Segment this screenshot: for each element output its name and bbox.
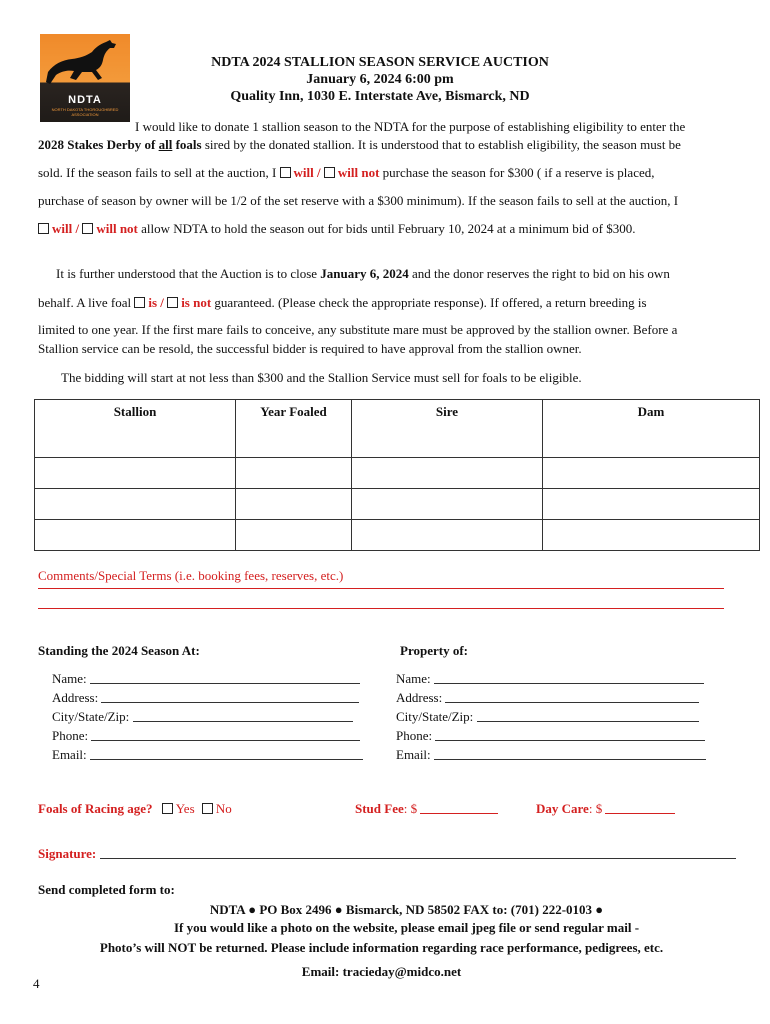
table-row <box>35 458 760 489</box>
property-name-field[interactable] <box>434 672 704 684</box>
para1-line4: purchase of season by owner will be 1/2 of the set reserve with a $300 minimum). If the season fails to sell at the auction, I <box>38 193 679 208</box>
stallion-table <box>34 399 760 551</box>
contact-email[interactable]: Email: tracieday@midco.net <box>301 964 462 979</box>
year-foaled-cell[interactable] <box>236 458 352 489</box>
signature-row: Signature: <box>38 846 736 862</box>
col-header-dam: Dam <box>543 400 760 458</box>
logo-subtitle: NORTH DAKOTA THOROUGHBRED ASSOCIATION <box>51 107 119 117</box>
standing-name-field[interactable] <box>90 672 360 684</box>
para1-line2: 2028 Stakes Derby of all foals sired by the donated stallion. It is understood that to establish eligibility, the season must be <box>38 137 681 152</box>
sire-cell[interactable] <box>352 458 543 489</box>
page-number: 4 <box>33 976 40 991</box>
foals-yes-checkbox[interactable] <box>162 803 173 814</box>
standing-email-field[interactable] <box>90 748 363 760</box>
dam-cell[interactable] <box>543 458 760 489</box>
comments-line-2[interactable] <box>38 608 724 609</box>
day-care: Day Care: $ <box>536 801 675 817</box>
sire-cell[interactable] <box>352 520 543 551</box>
table-row <box>35 520 760 551</box>
property-email-field[interactable] <box>434 748 706 760</box>
standing-phone-field[interactable] <box>91 729 360 741</box>
property-title: Property of: <box>400 643 468 658</box>
foal-is-not-guaranteed-checkbox[interactable] <box>167 297 178 308</box>
comments-label: Comments/Special Terms (i.e. booking fees, reserves, etc.) <box>38 568 344 583</box>
auction-date: January 6, 2024 6:00 pm <box>306 72 454 87</box>
dam-cell[interactable] <box>543 520 760 551</box>
ndta-logo <box>40 34 130 122</box>
year-foaled-cell[interactable] <box>236 520 352 551</box>
para2-line2: behalf. A live foal is / is not guaranteed. (Please check the appropriate response). If offered, a return breeding is <box>38 295 647 310</box>
stud-fee-field[interactable] <box>420 802 498 814</box>
property-fields: Name: Address: City/State/Zip: Phone: Email: <box>396 671 706 766</box>
year-foaled-cell[interactable] <box>236 489 352 520</box>
auction-venue: Quality Inn, 1030 E. Interstate Ave, Bismarck, ND <box>230 89 530 104</box>
stud-fee: Stud Fee: $ <box>355 801 498 817</box>
stallion-cell[interactable] <box>35 458 236 489</box>
para1-line1: I would like to donate 1 stallion season to the NDTA for the purpose of establishing eligibility to enter the <box>135 119 686 134</box>
property-address-field[interactable] <box>445 691 699 703</box>
col-header-stallion: Stallion <box>35 400 236 458</box>
table-row <box>35 489 760 520</box>
standing-title: Standing the 2024 Season At: <box>38 643 200 658</box>
para1-line3: sold. If the season fails to sell at the auction, I will / will not purchase the season for $300 ( if a reserve is placed, <box>38 165 655 180</box>
form-title: NDTA 2024 STALLION SEASON SERVICE AUCTION <box>211 55 549 70</box>
para2-line1: It is further understood that the Auction is to close January 6, 2024 and the donor reserves the right to bid on his own <box>56 266 670 281</box>
will-not-allow-checkbox[interactable] <box>82 223 93 234</box>
para2-line3: limited to one year. If the first mare fails to conceive, any substitute mare must be approved by the stallion owner. Before a <box>38 322 678 337</box>
dam-cell[interactable] <box>543 489 760 520</box>
stallion-cell[interactable] <box>35 489 236 520</box>
photo-instructions-1: If you would like a photo on the website, please email jpeg file or send regular mail - <box>173 920 640 935</box>
standing-address-field[interactable] <box>101 691 359 703</box>
foals-no-checkbox[interactable] <box>202 803 213 814</box>
send-title: Send completed form to: <box>38 882 175 897</box>
logo-text: NDTA <box>68 94 102 106</box>
stallion-cell[interactable] <box>35 520 236 551</box>
standing-city-field[interactable] <box>133 710 353 722</box>
foal-is-guaranteed-checkbox[interactable] <box>134 297 145 308</box>
day-care-field[interactable] <box>605 802 675 814</box>
will-not-purchase-checkbox[interactable] <box>324 167 335 178</box>
sire-cell[interactable] <box>352 489 543 520</box>
para1-line5: will / will not allow NDTA to hold the season out for bids until February 10, 2024 at a minimum bid of $300. <box>38 221 636 237</box>
photo-instructions-2: Photo’s will NOT be returned. Please include information regarding race performance, pedigrees, etc. <box>99 940 664 955</box>
col-header-year-foaled: Year Foaled <box>236 400 352 458</box>
running-horse-icon <box>40 34 130 94</box>
will-purchase-checkbox[interactable] <box>280 167 291 178</box>
foals-racing-age: Foals of Racing age? Yes No <box>38 801 232 816</box>
property-city-field[interactable] <box>477 710 699 722</box>
signature-field[interactable] <box>100 847 736 859</box>
standing-fields: Name: Address: City/State/Zip: Phone: Email: <box>52 671 363 766</box>
col-header-sire: Sire <box>352 400 543 458</box>
mailing-address: NDTA ● PO Box 2496 ● Bismarck, ND 58502 FAX to: (701) 222-0103 ● <box>209 902 604 917</box>
para2-line4: Stallion service can be resold, the successful bidder is required to have approval from the stallion owner. <box>38 341 582 356</box>
para2-line5: The bidding will start at not less than $300 and the Stallion Service must sell for foals to be eligible. <box>61 370 582 385</box>
property-phone-field[interactable] <box>435 729 705 741</box>
will-allow-checkbox[interactable] <box>38 223 49 234</box>
comments-line-1[interactable] <box>38 588 724 589</box>
